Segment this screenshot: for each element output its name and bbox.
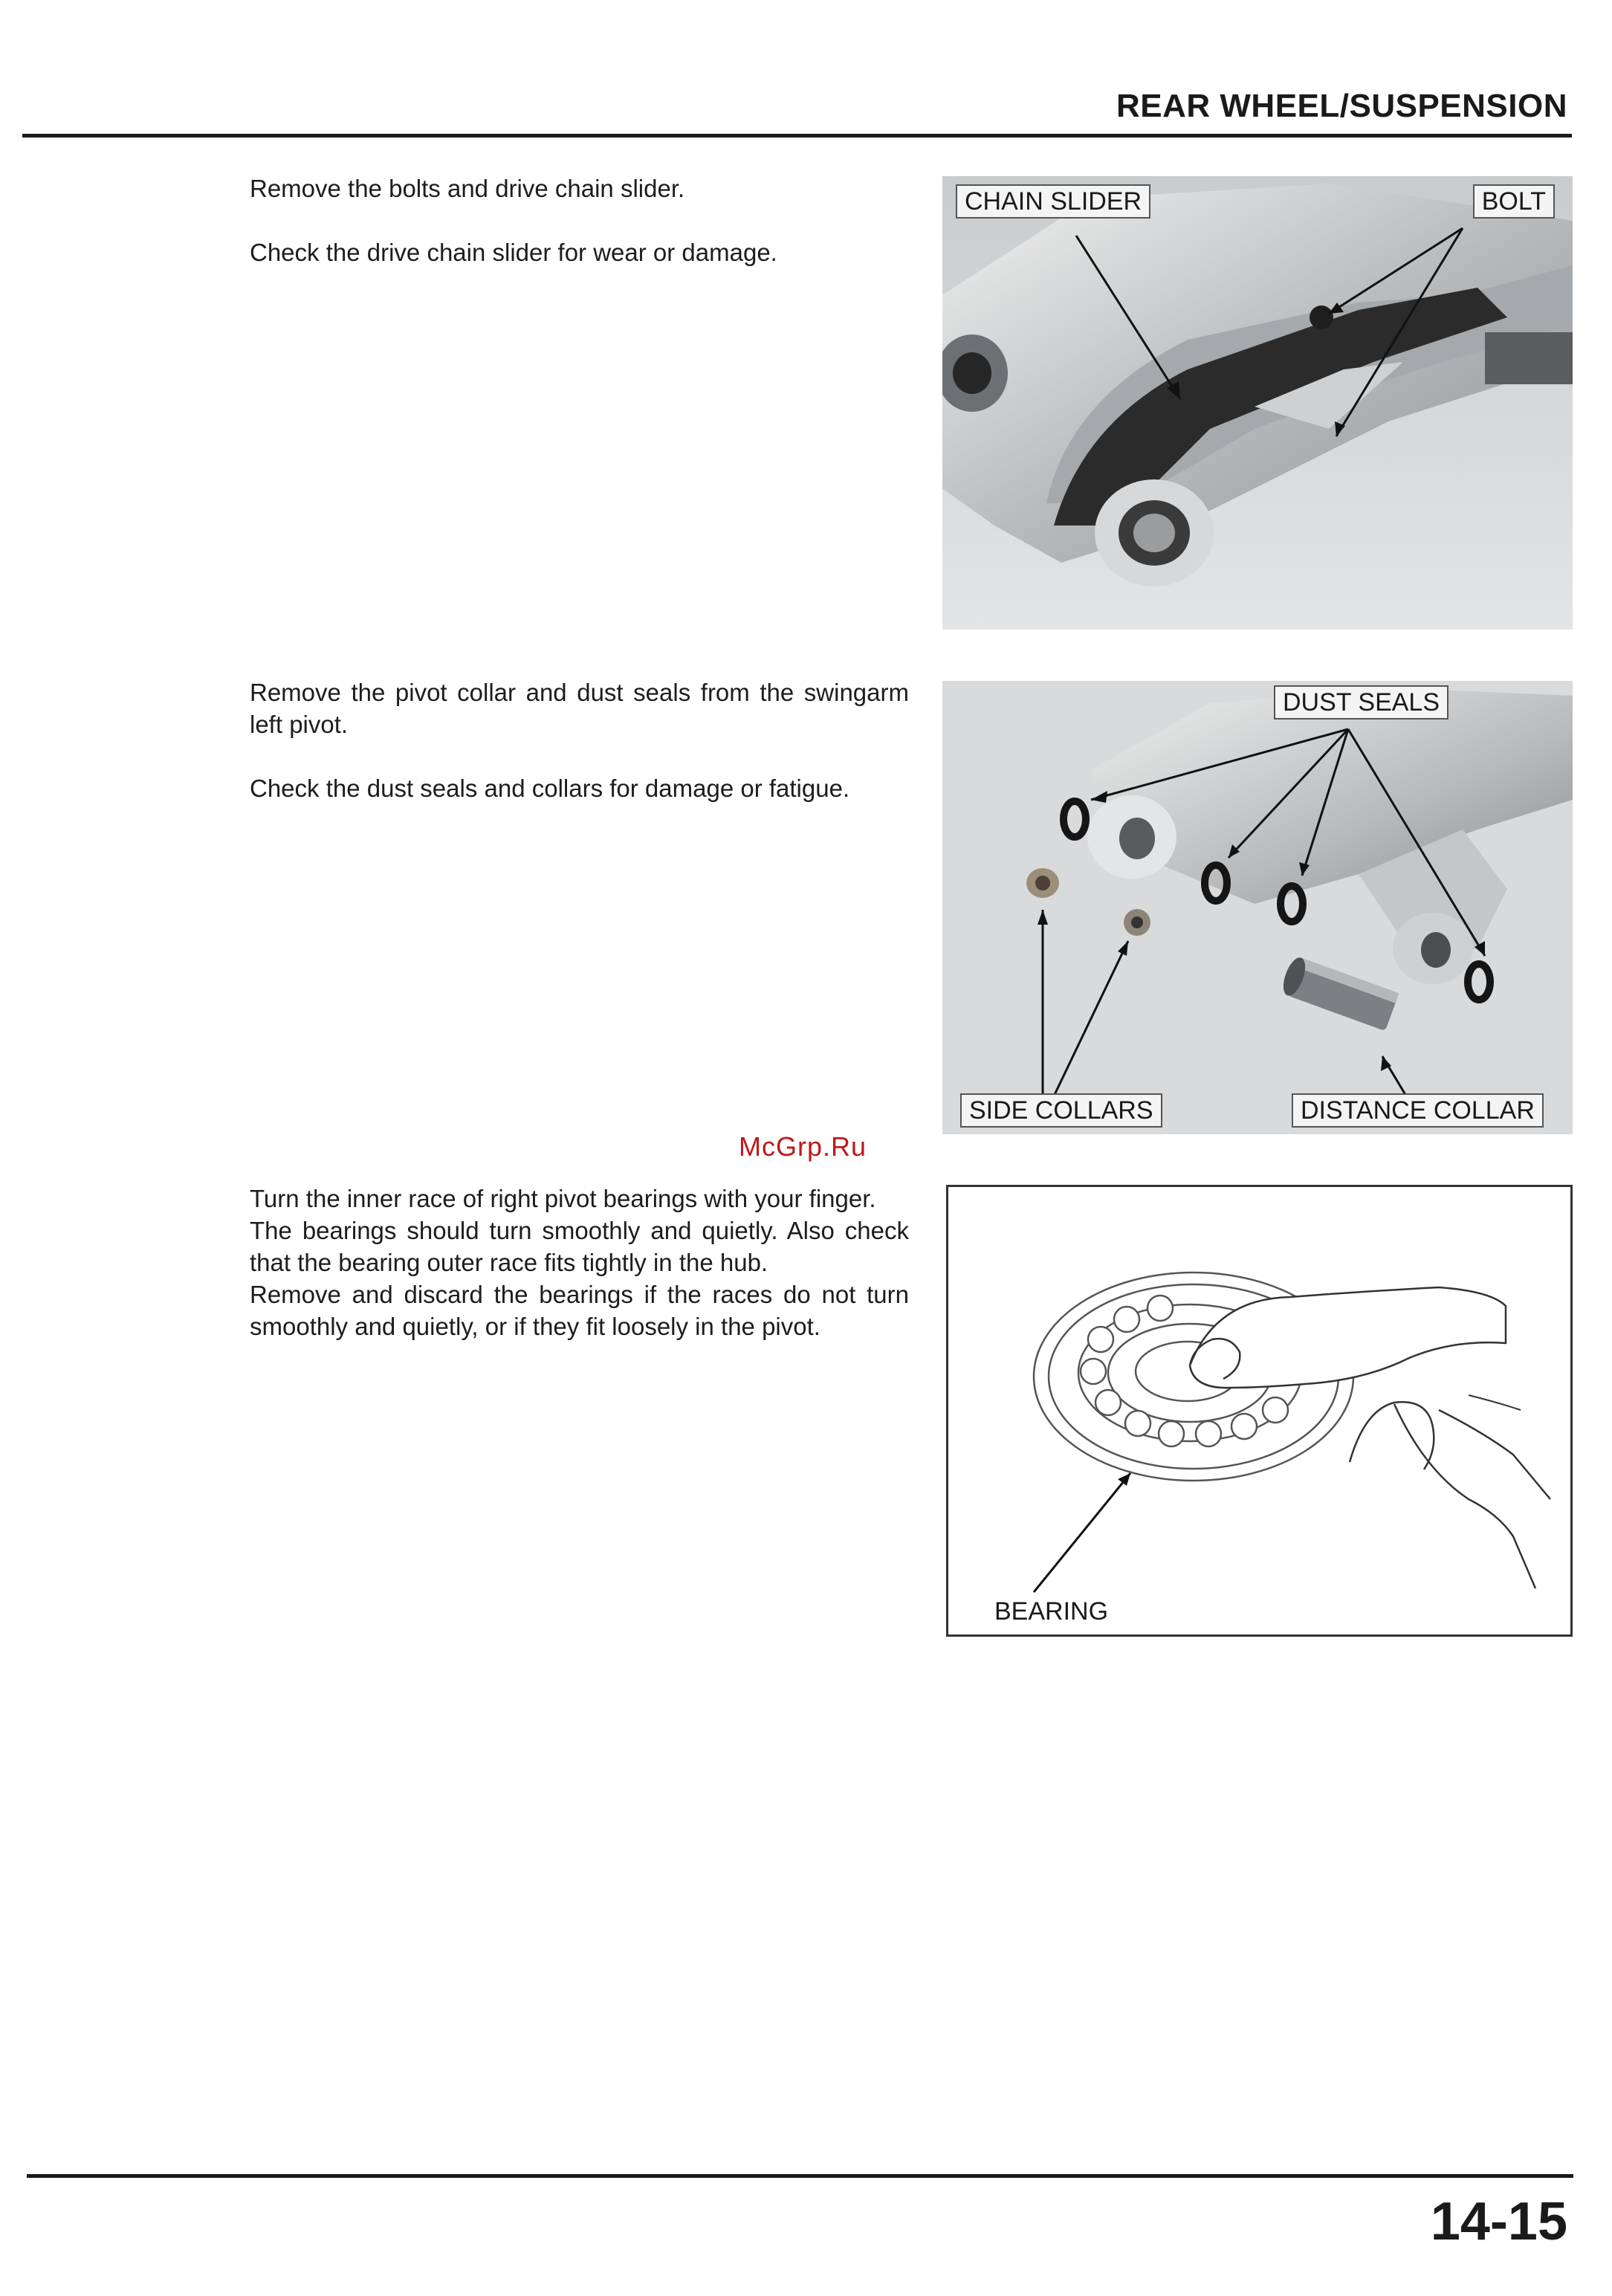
section-3-text — [250, 1183, 909, 1342]
figure-label: SIDE COLLARS — [960, 1093, 1162, 1128]
paragraph: The bearings should turn smoothly and quietly. Also check that the bearing outer race fits tightly in the hub. — [250, 1217, 909, 1276]
paragraph: Check the drive chain slider for wear or damage. — [250, 239, 777, 266]
paragraph: Remove the pivot collar and dust seals from the swingarm left pivot. — [250, 679, 909, 738]
figure-label: BEARING — [994, 1597, 1109, 1626]
figure-label: CHAIN SLIDER — [956, 184, 1150, 219]
chain-slider-photo — [942, 176, 1573, 630]
swingarm-chain-slider-illustration — [942, 176, 1573, 630]
paragraph: Remove and discard the bearings if the races do not turn smoothly and quietly, or if they fit loosely in the pivot. — [250, 1281, 909, 1340]
swingarm-seals-collars-illustration — [942, 681, 1573, 1134]
figure-label: DISTANCE COLLAR — [1292, 1093, 1544, 1128]
figure-label: DUST SEALS — [1274, 685, 1448, 719]
section-1-text — [250, 172, 909, 268]
footer-rule — [27, 2174, 1573, 2178]
paragraph: Check the dust seals and collars for damage or fatigue. — [250, 775, 850, 802]
bearing-finger-illustration — [948, 1187, 1570, 1634]
header-rule — [22, 134, 1572, 138]
paragraph: Remove the bolts and drive chain slider. — [250, 175, 685, 202]
figure-label: BOLT — [1473, 184, 1555, 219]
bearing-drawing — [946, 1185, 1573, 1637]
watermark: McGrp.Ru — [739, 1131, 867, 1162]
paragraph: Turn the inner race of right pivot bearings with your finger. — [250, 1185, 876, 1212]
dust-seals-photo — [942, 681, 1573, 1134]
page-number: 14-15 — [1430, 2192, 1567, 2251]
section-title: REAR WHEEL/SUSPENSION — [1116, 88, 1567, 124]
section-2-text — [250, 676, 909, 804]
